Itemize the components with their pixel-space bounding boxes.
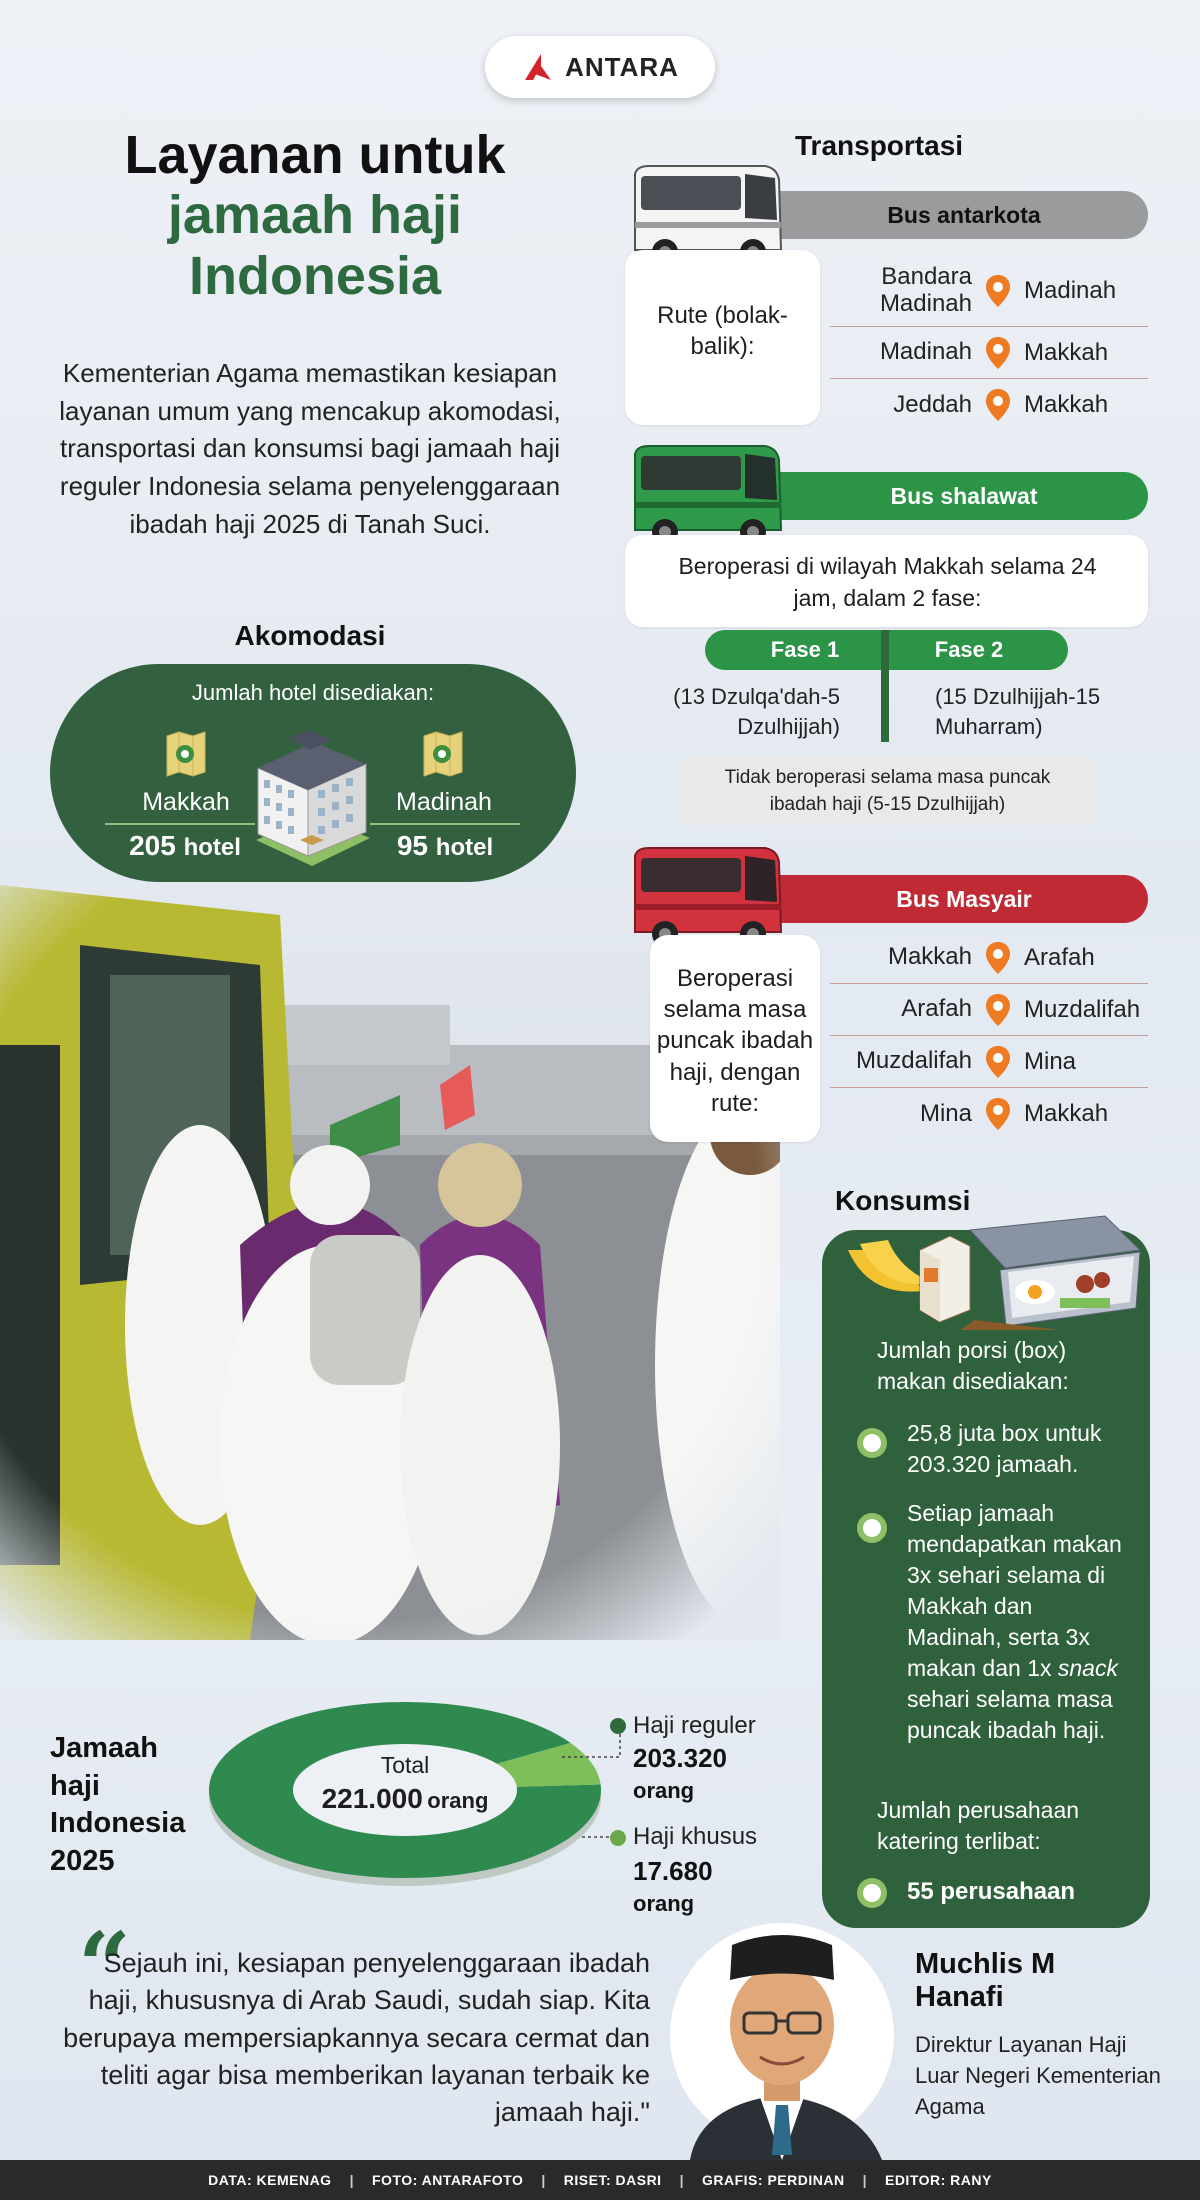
credit-data: DATA: KEMENAG bbox=[208, 2172, 332, 2188]
green-bus-icon bbox=[625, 440, 785, 550]
bullet-icon bbox=[857, 1428, 887, 1458]
divider bbox=[370, 823, 520, 825]
legend-reguler-unit: orang bbox=[633, 1778, 695, 1803]
route-to: Makkah bbox=[1024, 338, 1109, 366]
antara-logo bbox=[485, 36, 715, 98]
route-from: Bandara Madinah bbox=[879, 263, 972, 317]
quote-text: Sejauh ini, kesiapan penyelenggaraan ibadah haji, khususnya di Arab Saudi, sudah siap. Kita berupaya mempersiapkannya secara cermat dan teliti agar bisa memberikan layanan terbaik ke jamaah haji." bbox=[63, 1948, 650, 2127]
city-name-makkah: Makkah bbox=[142, 788, 230, 816]
jamaah-heading: Jamaah haji Indonesia 2025 bbox=[50, 1732, 186, 1878]
route-row bbox=[830, 255, 1148, 327]
route-from: Mina bbox=[919, 1099, 972, 1127]
katering-value: 55 perusahaan bbox=[907, 1878, 1076, 1905]
route-row bbox=[830, 379, 1148, 431]
legend-reguler-name: Haji reguler bbox=[633, 1712, 756, 1739]
porsi-label: Jumlah porsi (box) makan disediakan: bbox=[877, 1337, 1069, 1395]
brand-name: ANTARA bbox=[565, 51, 679, 82]
separator: | bbox=[679, 2172, 684, 2188]
legend-swatch-khusus bbox=[610, 1830, 626, 1846]
route-to: Muzdalifah bbox=[1024, 995, 1141, 1023]
route-from: Makkah bbox=[887, 943, 972, 971]
route-row bbox=[830, 984, 1148, 1036]
quote-mark-icon: “ bbox=[78, 1912, 131, 2020]
akomodasi-subheading: Jumlah hotel disediakan: bbox=[191, 680, 435, 705]
page-title bbox=[50, 125, 580, 306]
bus-antarkota-label: Bus antarkota bbox=[740, 191, 1148, 239]
location-pin-icon bbox=[980, 274, 1016, 308]
bullet-icon bbox=[857, 1878, 887, 1908]
location-pin-icon bbox=[980, 388, 1016, 422]
fase-divider bbox=[881, 630, 889, 742]
divider bbox=[105, 823, 255, 825]
route-from: Jeddah bbox=[893, 390, 972, 418]
route-to: Arafah bbox=[1024, 943, 1095, 971]
fase-1-period: (13 Dzulqa'dah-5 Dzulhijjah) bbox=[673, 684, 840, 739]
legend-leader-lines bbox=[560, 1715, 640, 1875]
intro-paragraph: Kementerian Agama memastikan kesiapan layanan umum yang mencakup akomodasi, transportasi dan konsumsi bagi jamaah haji reguler Indonesia selama penyelenggaraan ibadah haji 2025 di Tanah Suci. bbox=[59, 358, 561, 539]
route-to: Madinah bbox=[1024, 276, 1117, 304]
akomodasi-heading: Akomodasi bbox=[234, 620, 386, 651]
credit-grafis: GRAFIS: PERDINAN bbox=[702, 2172, 845, 2188]
title-line-1: Layanan untuk bbox=[124, 125, 506, 185]
legend-khusus-value: 17.680 bbox=[633, 1856, 713, 1886]
donut-total-value: 221.000 orang bbox=[321, 1783, 489, 1814]
hotel-count-madinah: 95 hotel bbox=[396, 830, 494, 861]
location-pin-icon bbox=[980, 1097, 1016, 1131]
route-to: Makkah bbox=[1024, 391, 1109, 418]
hotel-count-makkah: 205 hotel bbox=[129, 830, 241, 861]
masyair-route-list bbox=[830, 932, 1148, 1140]
bullet-icon bbox=[857, 1513, 887, 1543]
separator: | bbox=[541, 2172, 546, 2188]
donut-total-label: Total bbox=[380, 1752, 430, 1778]
fase-1-label: Fase 1 bbox=[705, 630, 905, 670]
title-line-2: jamaah haji bbox=[167, 185, 463, 246]
konsumsi-bullet-2: Setiap jamaah mendapatkan makan 3x sehari selama di Makkah dan Madinah, serta 3x makan dan 1x snack sehari selama masa puncak ibadah haji. bbox=[907, 1500, 1122, 1744]
shalawat-note: Tidak beroperasi selama masa puncak ibadah haji (5-15 Dzulhijjah) bbox=[680, 757, 1095, 825]
route-from: Madinah bbox=[879, 338, 972, 366]
credit-editor: EDITOR: RANY bbox=[884, 2172, 992, 2188]
person-role: Direktur Layanan Haji Luar Negeri Kementerian Agama bbox=[915, 2032, 1161, 2119]
portrait-avatar bbox=[660, 1905, 910, 2160]
fase-2-label: Fase 2 bbox=[870, 630, 1068, 670]
konsumsi-bullet-1: 25,8 juta box untuk 203.320 jamaah. bbox=[907, 1420, 1102, 1478]
separator: | bbox=[862, 2172, 867, 2188]
title-line-3: Indonesia bbox=[188, 245, 442, 306]
fase-2-period: (15 Dzulhijjah-15 Muharram) bbox=[935, 684, 1101, 739]
konsumsi-heading: Konsumsi bbox=[835, 1185, 971, 1216]
route-from: Arafah bbox=[901, 995, 972, 1023]
antara-mark-icon bbox=[521, 50, 555, 84]
antarkota-route-list bbox=[830, 255, 1148, 431]
masyair-desc: Beroperasi selama masa puncak ibadah haji, dengan rute: bbox=[656, 965, 814, 1117]
legend-reguler-value: 203.320 bbox=[633, 1743, 727, 1773]
credits-footer bbox=[0, 2160, 1200, 2200]
meal-box-icon bbox=[840, 1180, 1150, 1330]
rute-label: Rute (bolak-balik): bbox=[657, 302, 788, 361]
route-row bbox=[830, 1036, 1148, 1088]
location-pin-icon bbox=[980, 993, 1016, 1027]
location-pin-icon bbox=[980, 941, 1016, 975]
bus-masyair-label: Bus Masyair bbox=[740, 875, 1148, 923]
route-row bbox=[830, 1088, 1148, 1140]
transportasi-heading: Transportasi bbox=[795, 130, 964, 161]
route-row bbox=[830, 327, 1148, 379]
route-to: Mina bbox=[1024, 1047, 1077, 1075]
location-pin-icon bbox=[980, 336, 1016, 370]
route-row bbox=[830, 932, 1148, 984]
legend-khusus-name: Haji khusus bbox=[633, 1823, 758, 1850]
katering-label: Jumlah perusahaan katering terlibat: bbox=[877, 1797, 1080, 1855]
legend-khusus-unit: orang bbox=[633, 1891, 695, 1916]
shalawat-desc: Beroperasi di wilayah Makkah selama 24 jam, dalam 2 fase: bbox=[678, 553, 1097, 612]
legend-swatch-reguler bbox=[610, 1718, 626, 1734]
credit-foto: FOTO: ANTARAFOTO bbox=[372, 2172, 524, 2188]
route-from: Muzdalifah bbox=[855, 1047, 972, 1075]
map-icon bbox=[163, 730, 209, 782]
person-name: Muchlis M Hanafi bbox=[915, 1948, 1056, 2014]
hotel-building-icon bbox=[248, 728, 378, 868]
location-pin-icon bbox=[980, 1045, 1016, 1079]
credit-riset: RISET: DASRI bbox=[563, 2172, 662, 2188]
city-name-madinah: Madinah bbox=[396, 788, 492, 816]
route-to: Makkah bbox=[1024, 1100, 1109, 1127]
map-icon bbox=[420, 730, 466, 782]
separator: | bbox=[349, 2172, 354, 2188]
bus-shalawat-label: Bus shalawat bbox=[740, 472, 1148, 520]
